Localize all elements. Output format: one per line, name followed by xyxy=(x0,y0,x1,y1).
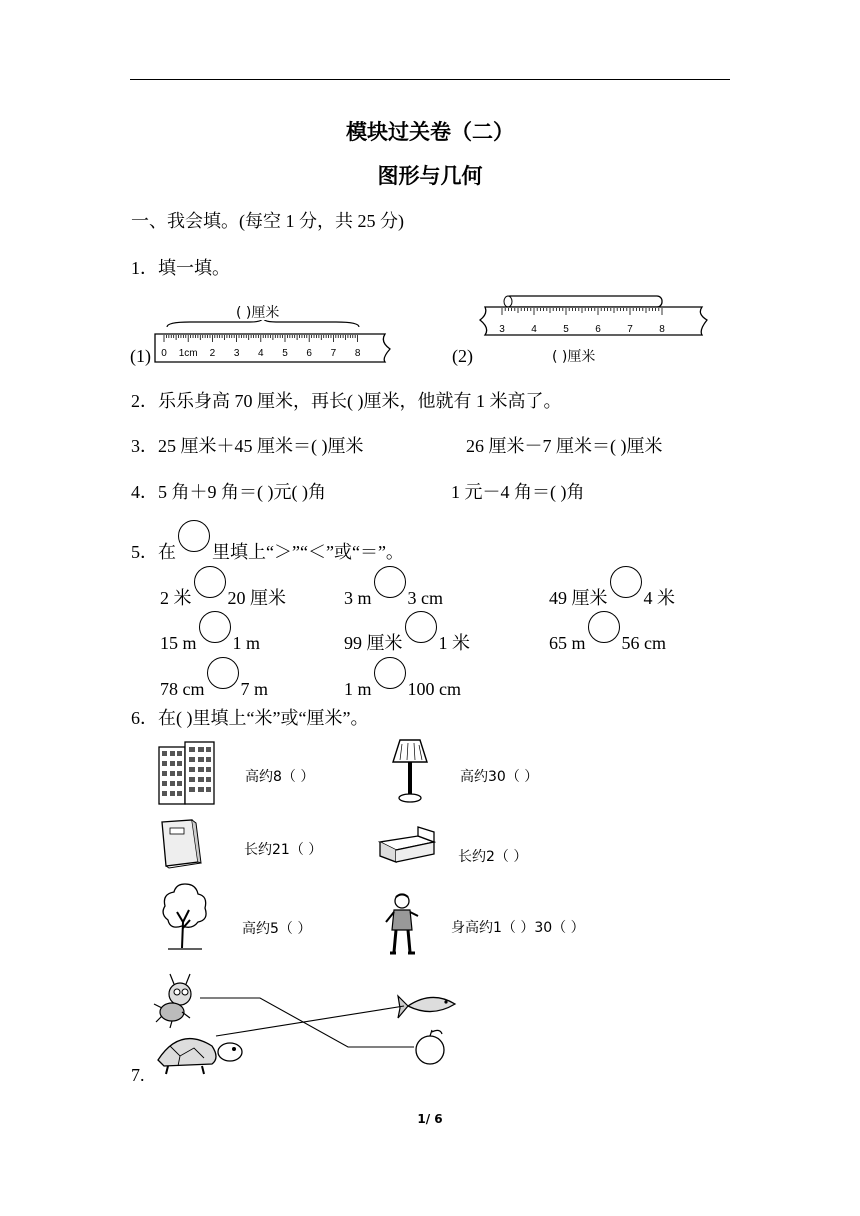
ruler-tick-label: 2 xyxy=(209,348,216,359)
bed-length-label: 长约2（ ） xyxy=(458,849,528,865)
ruler-tick-label: 0 xyxy=(161,348,167,359)
question-3-part-b: 26 厘米－7 厘米＝( )厘米 xyxy=(466,436,663,456)
tree-icon xyxy=(160,882,210,952)
question-1-label-2: (2) xyxy=(452,346,473,366)
compare-circle[interactable] xyxy=(405,611,437,643)
book-length-label: 长约21（ ） xyxy=(244,842,323,858)
ruler-tick-label: 4 xyxy=(531,324,537,335)
ruler-1-caption: ( )厘米 xyxy=(236,305,280,321)
question-5-text: 5．在 里填上“＞”“＜”或“＝”。 xyxy=(131,530,404,564)
question-1-label-1: (1) xyxy=(130,346,151,366)
ruler-tick-label: 8 xyxy=(354,348,361,359)
ruler-2-image xyxy=(475,290,715,342)
compare-item: 99 厘米 1 米 xyxy=(344,621,470,655)
ruler-tick-label: 1cm xyxy=(178,348,198,359)
compare-circle[interactable] xyxy=(588,611,620,643)
question-7-text: 7. xyxy=(131,1065,145,1085)
ruler-2-caption: ( )厘米 xyxy=(552,349,596,365)
compare-item: 15 m 1 m xyxy=(160,621,260,654)
fish-icon xyxy=(398,996,455,1018)
compare-circle[interactable] xyxy=(374,566,406,598)
turtle-icon xyxy=(158,1039,242,1074)
page-subtitle: 图形与几何 xyxy=(377,164,483,188)
compare-item: 65 m 56 cm xyxy=(549,621,666,654)
compare-item: 1 m 100 cm xyxy=(344,667,461,700)
compare-item: 78 cm 7 m xyxy=(160,667,268,700)
ruler-tick-label: 8 xyxy=(659,324,665,335)
apple-icon xyxy=(416,1030,444,1064)
ruler-tick-label: 5 xyxy=(563,324,569,335)
compare-circle[interactable] xyxy=(199,611,231,643)
question-4-part-a: 4．5 角＋9 角＝( )元( )角 xyxy=(131,482,326,502)
compare-circle[interactable] xyxy=(194,566,226,598)
ruler-tick-label: 7 xyxy=(627,324,633,335)
ruler-tick-label: 6 xyxy=(306,348,312,359)
boy-height-label: 身高约1（ ）30（ ） xyxy=(451,920,585,936)
ruler-tick-label: 4 xyxy=(258,348,264,359)
section-heading: 一、我会填。(每空 1 分，共 25 分) xyxy=(131,211,404,231)
question-2-text: 2．乐乐身高 70 厘米，再长( )厘米，他就有 1 米高了。 xyxy=(131,391,562,411)
ruler-1-image xyxy=(150,320,395,366)
top-rule xyxy=(130,79,730,80)
matching-diagram xyxy=(150,968,470,1086)
ruler-tick-label: 6 xyxy=(595,324,601,335)
question-1-text: 1．填一填。 xyxy=(131,258,230,278)
tree-height-label: 高约5（ ） xyxy=(242,921,312,937)
compare-circle[interactable] xyxy=(610,566,642,598)
compare-item: 3 m 3 cm xyxy=(344,576,443,609)
building-height-label: 高约8（ ） xyxy=(245,769,315,785)
question-6-text: 6．在( )里填上“米”或“厘米”。 xyxy=(131,708,369,728)
ruler-tick-label: 3 xyxy=(233,348,240,359)
compare-circle-example xyxy=(178,520,210,552)
lamp-icon xyxy=(390,738,430,804)
compare-circle[interactable] xyxy=(207,657,239,689)
match-line-turtle-fish xyxy=(216,1006,404,1036)
lamp-height-label: 高约30（ ） xyxy=(460,769,539,785)
ant-icon xyxy=(154,974,191,1028)
question-3-part-a: 3．25 厘米＋45 厘米＝( )厘米 xyxy=(131,436,364,456)
ruler-tick-label: 5 xyxy=(282,348,288,359)
compare-circle[interactable] xyxy=(374,657,406,689)
question-4-part-b: 1 元－4 角＝( )角 xyxy=(451,482,585,502)
page-number: 1/ 6 xyxy=(417,1112,443,1126)
page-title: 模块过关卷（二） xyxy=(346,120,514,144)
building-icon xyxy=(158,741,216,805)
compare-item: 2 米 20 厘米 xyxy=(160,576,286,610)
compare-item: 49 厘米 4 米 xyxy=(549,576,675,610)
match-line-ant-apple xyxy=(200,998,414,1047)
boy-icon xyxy=(382,892,422,958)
ruler-tick-label: 7 xyxy=(330,348,337,359)
bed-icon xyxy=(378,824,436,864)
book-icon xyxy=(158,818,203,870)
ruler-tick-label: 3 xyxy=(499,324,505,335)
